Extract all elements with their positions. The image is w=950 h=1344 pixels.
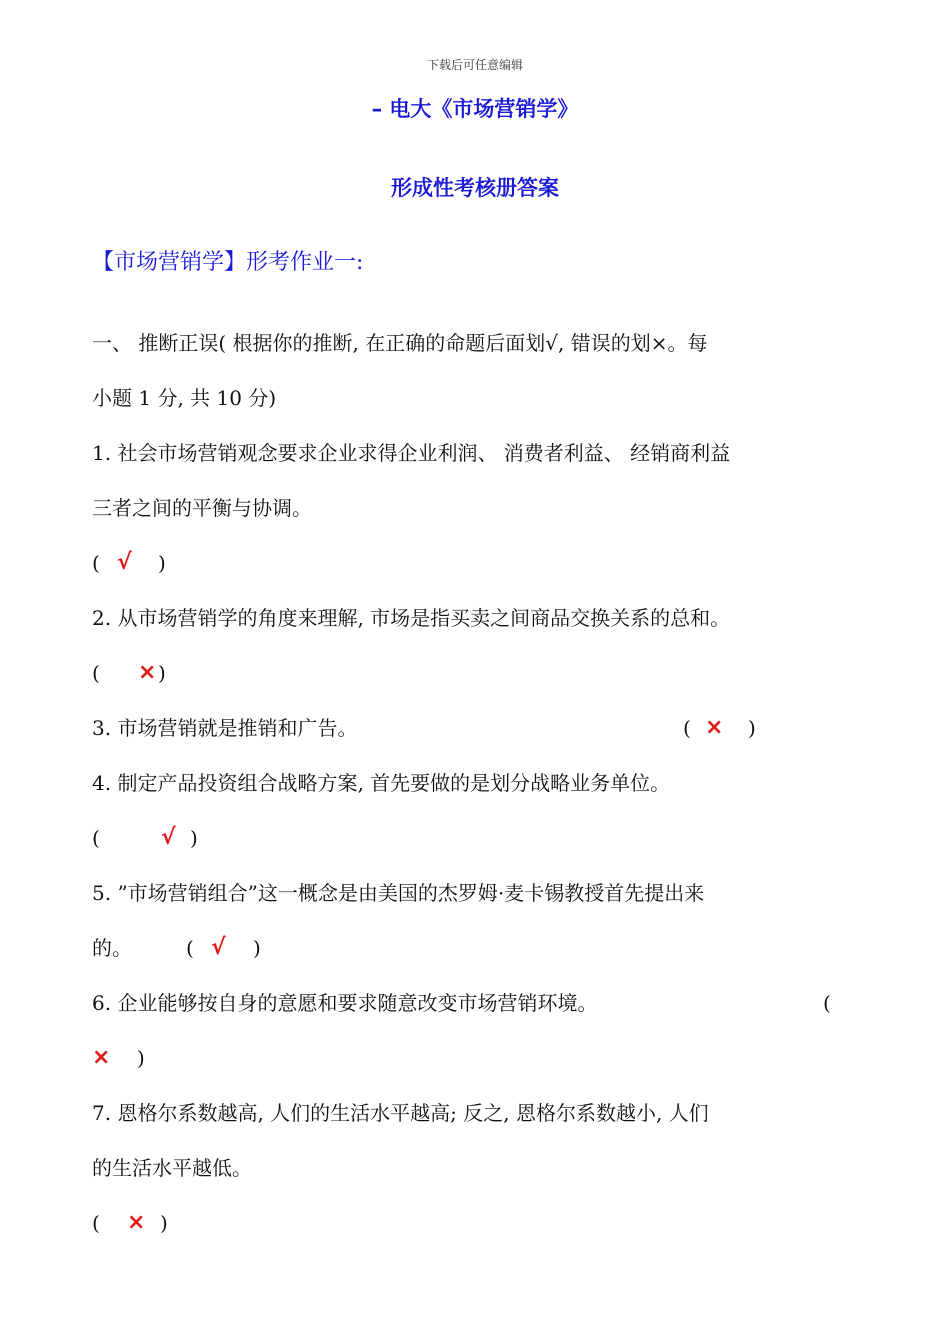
header-note: 下载后可任意编辑 [426, 58, 523, 72]
question-2-open-paren: ( [92, 661, 100, 685]
question-7-open-paren: ( [92, 1211, 100, 1235]
question-6-open-paren: ( [823, 991, 831, 1015]
question-5-open-paren: ( [186, 936, 194, 960]
document-title: – 电大《市场营销学》 [371, 97, 579, 121]
cross-mark-icon: × [92, 1045, 111, 1070]
question-4-line-1: 4. 制定产品投资组合战略方案, 首先要做的是划分战略业务单位。 [92, 771, 671, 795]
question-6-line-1: 6. 企业能够按自身的意愿和要求随意改变市场营销环境。 [92, 991, 598, 1015]
question-5-close-paren: ) [253, 936, 261, 960]
question-3-open-paren: ( [683, 716, 691, 740]
question-5-line-1: 5. ”市场营销组合”这一概念是由美国的杰罗姆·麦卡锡教授首先提出来 [92, 881, 705, 905]
section-title: 【市场营销学】形考作业一: [92, 250, 364, 275]
question-7-close-paren: ) [160, 1211, 168, 1235]
question-1-close-paren: ) [158, 551, 166, 575]
question-6-close-paren: ) [137, 1046, 145, 1070]
intro-line-1: 一、 推断正误( 根据你的推断, 在正确的命题后面划√, 错误的划×。每 [92, 331, 708, 355]
question-4-close-paren: ) [190, 826, 198, 850]
question-1-line-2: 三者之间的平衡与协调。 [92, 496, 312, 520]
question-3-line-1: 3. 市场营销就是推销和广告。 [92, 716, 358, 740]
question-7-line-1: 7. 恩格尔系数越高, 人们的生活水平越高; 反之, 恩格尔系数越小, 人们 [92, 1101, 709, 1125]
intro-line-2: 小题 1 分, 共 10 分) [92, 386, 277, 410]
question-1-line-1: 1. 社会市场营销观念要求企业求得企业利润、 消费者利益、 经销商利益 [92, 441, 731, 465]
cross-mark-icon: × [138, 660, 157, 685]
question-7-line-2: 的生活水平越低。 [92, 1156, 252, 1180]
check-mark-icon: √ [161, 825, 176, 850]
check-mark-icon: √ [117, 550, 132, 575]
question-4-open-paren: ( [92, 826, 100, 850]
cross-mark-icon: × [127, 1210, 146, 1235]
question-5-line-2: 的。 [92, 936, 132, 960]
cross-mark-icon: × [705, 715, 724, 740]
question-2-line-1: 2. 从市场营销学的角度来理解, 市场是指买卖之间商品交换关系的总和。 [92, 606, 731, 630]
check-mark-icon: √ [211, 935, 226, 960]
question-2-close-paren: ) [158, 661, 166, 685]
question-3-close-paren: ) [748, 716, 756, 740]
question-1-open-paren: ( [92, 551, 100, 575]
document-subtitle: 形成性考核册答案 [391, 176, 559, 200]
